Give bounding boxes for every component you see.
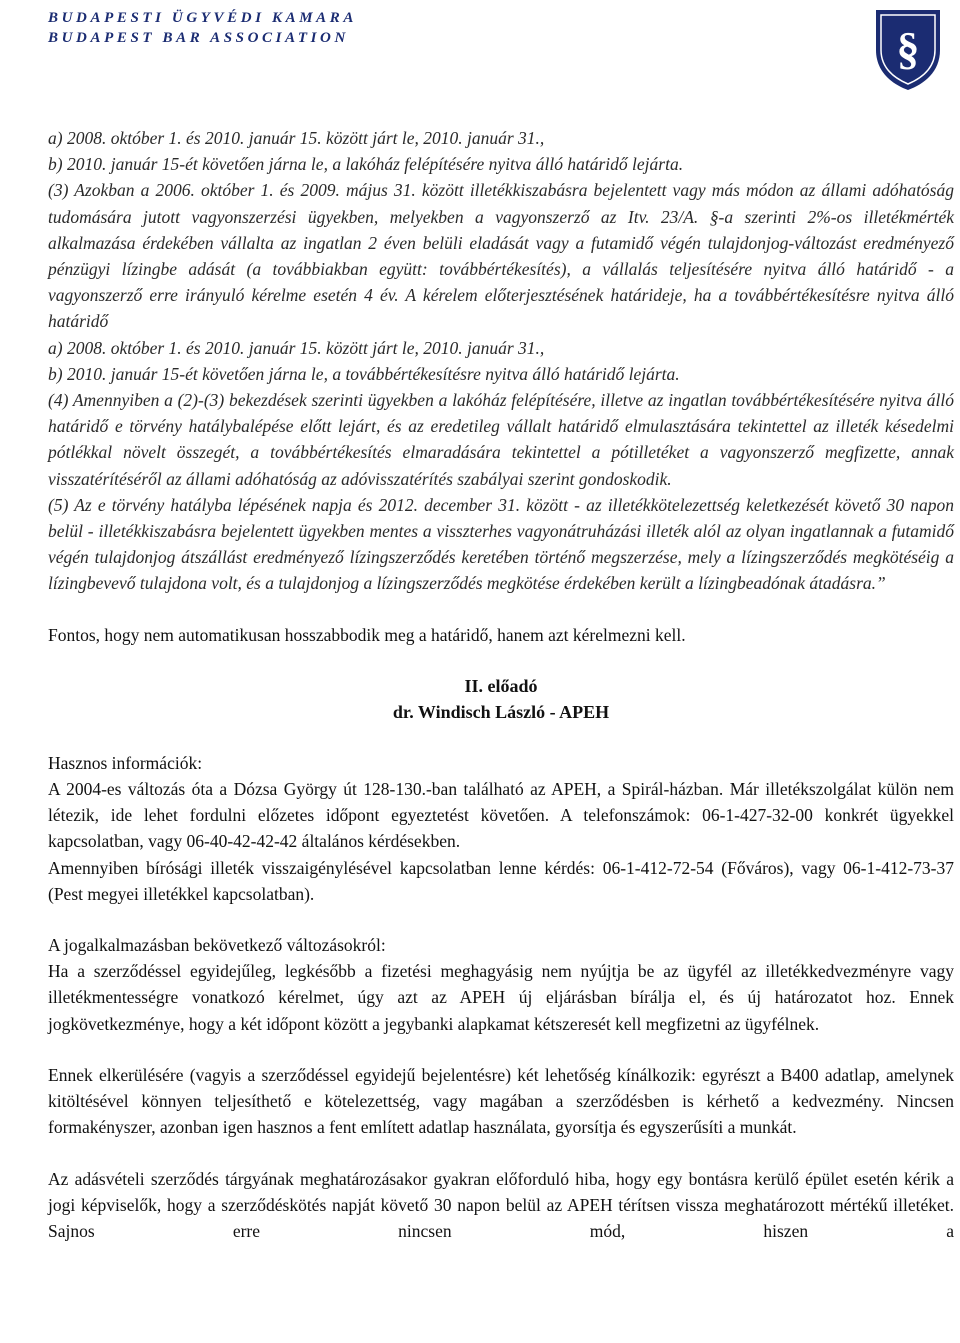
logo-glyph: §	[896, 23, 920, 74]
italic-paragraph: a) 2008. október 1. és 2010. január 15. között járt le, 2010. január 31.,	[48, 128, 545, 148]
italic-paragraph: b) 2010. január 15-ét követően járna le, a lakóház felépítésére nyitva álló határidő lejárta.	[48, 154, 684, 175]
letterhead	[48, 8, 357, 48]
changes-paragraph: Ha a szerződéssel egyidejűleg, legkésőbb a fizetési meghagyásig nem nyújtja be az ügyfél az illetékkedvezményre vagy illetékmentességre vonatkozó kérelmet, úgy azt az APEH új eljárásban bírálja el, és új határozatot hoz. Ennek jogkövetkezménye, hogy a két időpont között a jegybanki alapkamat kétszeresét kell megfizetni az ügyfélnek.	[48, 961, 954, 1034]
info-paragraph: A 2004-es változás óta a Dózsa György út 128-130.-ban található az APEH, a Spirál-házban. Már illetékszolgálat külön nem létezik, ide lehet fordulni előzetes időpont egyeztetést követően. A telefonszámok: 06-1-427-32-00 konkrét ügyekkel kapcsolatban, vagy 06-40-42-42-42 általános kérdésekben.	[48, 779, 954, 852]
avoid-paragraph: Ennek elkerülésére (vagyis a szerződéssel egyidejű bejelentésre) két lehetőség kínálkozik: egyrészt a B400 adatlap, amelynek kitöltésével könnyen teljesíthető e kötelezettség, vagy magában a szerződésben is kérhető a kedvezmény. Nincsen formakényszer, azonban igen hasznos a fent említett adatlap használata, gyorsítja és egyszerűsíti a munkát.	[48, 1064, 954, 1138]
final-paragraph: Az adásvételi szerződés tárgyának meghatározásakor gyakran előforduló hiba, hogy egy bontásra kerülő épület esetén kérik a jogi képviselők, hogy a szerződéskötés napját követő 30 napon belül az APEH térítsen vissza meghatározott mértékű illetéket. Sajnos erre nincsen mód, hiszen a	[48, 1168, 954, 1241]
document-body	[48, 125, 954, 1244]
speaker-title: II. előadó	[464, 675, 538, 696]
italic-paragraph: b) 2010. január 15-ét követően járna le, a továbbértékesítésre nyitva álló határidő lejárta.	[48, 363, 680, 384]
section-sign-shield-icon	[872, 6, 944, 92]
changes-heading: A jogalkalmazásban bekövetkező változásokról:	[48, 935, 386, 956]
info-paragraph: Amennyiben bírósági illeték visszaigénylésével kapcsolatban lenne kérdés: 06-1-412-72-54 (Főváros), vagy 06-1-412-73-37 (Pest megyei illetékkel kapcsolatban).	[48, 857, 954, 904]
italic-paragraph: (4) Amennyiben a (2)-(3) bekezdések szerinti ügyekben a lakóház felépítésére, illetve az ingatlan továbbértékesítésére nyitva álló határidő e törvény hatálybalépése előtt lejárt, és az eredetileg vállalt határidő elmulasztására tekintettel az illeték késedelmi pótlékkal növelt összegét, a továbbértékesítés elmaradására tekintettel a pótilletéket a vagyonszerző megfizette, annak visszatérítéséről az állami adóhatóság az adóvisszatérítés szabályai szerint gondoskodik.	[48, 390, 954, 489]
italic-paragraph: a) 2008. október 1. és 2010. január 15. között járt le, 2010. január 31.,	[48, 337, 545, 358]
italic-paragraph: (3) Azokban a 2006. október 1. és 2009. május 31. között illetékkiszabásra bejelentett vagy más módon az állami adóhatóság tudomására jutott vagyonszerzési ügyekben, melyekben a vagyonszerző az Itv. 23/A. §-a szerinti 2%-os illetékmérték alkalmazása érdekében vállalta az ingatlan 2 éven belüli eladását vagy a futamidő végén tulajdonjog-változást eredményező pénzügyi lízingbe adását (a továbbiakban együtt: továbbértékesítés), a vállalás teljesítésére nyitva álló határidő - a vagyonszerző erre irányuló kérelme esetén 4 év. A kérelem előterjesztésének határideje, ha a továbbértékesítésre nyitva álló határidő	[48, 180, 954, 332]
note-paragraph: Fontos, hogy nem automatikusan hosszabbodik meg a határidő, hanem azt kérelmezni kell.	[48, 624, 686, 645]
letterhead-title-hu: BUDAPESTI ÜGYVÉDI KAMARA	[48, 10, 357, 26]
info-heading: Hasznos információk:	[48, 752, 203, 773]
speaker-name: dr. Windisch László - APEH	[392, 701, 610, 722]
letterhead-title-en: BUDAPEST BAR ASSOCIATION	[48, 30, 349, 46]
italic-paragraph: (5) Az e törvény hatályba lépésének napja és 2012. december 31. között - az illetékkötelezettség keletkezését követő 30 napon belül - illetékkiszabásra bejelentett ügyekben mentes a visszterhes vagyonátruházási illeték alól az olyan ingatlannak a futamidő végén tulajdonjog átszállást eredményező lízingszerződés keretében történő megszerzése, mely a lízingszerződés megkötéséig a lízingbevevő tulajdona volt, és a tulajdonjog a lízingszerződés megkötése érdekében került a lízingbeadónak átadásra.”	[48, 494, 954, 594]
